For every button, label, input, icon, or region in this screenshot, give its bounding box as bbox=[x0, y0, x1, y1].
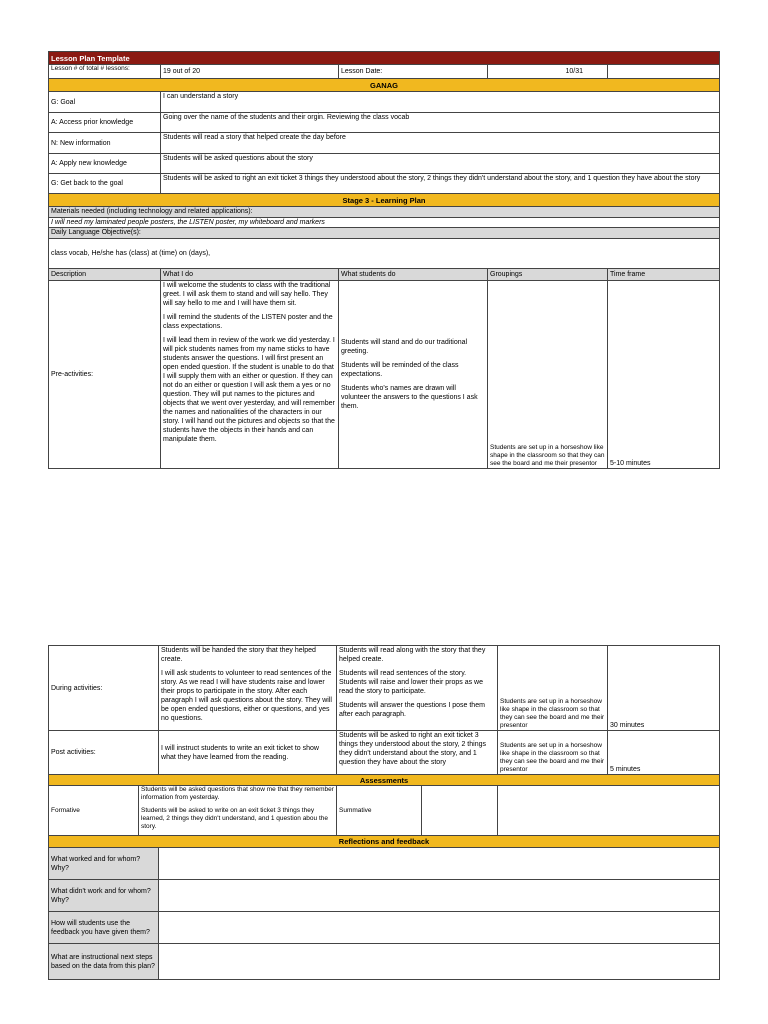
materials-value: I will need my laminated people posters, the LISTEN poster, my whiteboard and markers bbox=[49, 218, 720, 228]
formative-p1: Students will be asked questions that show me that they remember information from yesterday. bbox=[141, 786, 334, 801]
lesson-plan-table-bottom bbox=[48, 645, 720, 980]
reflection-question-1: What worked and for whom? Why? bbox=[49, 848, 159, 880]
during-students-p3: Students will answer the questions I pose them after each paragraph. bbox=[339, 702, 485, 718]
reflection-question-2: What didn't work and for whom? Why? bbox=[49, 880, 159, 912]
summative-value-1 bbox=[422, 786, 498, 836]
reflection-answer-3 bbox=[159, 912, 720, 944]
page-1 bbox=[0, 51, 768, 469]
dlo-label: Daily Language Objective(s): bbox=[49, 228, 720, 239]
ganag-heading: GANAG bbox=[49, 79, 720, 92]
pre-students-cell bbox=[339, 281, 488, 469]
ganag-new-info-label: N: New information bbox=[49, 133, 161, 154]
ganag-access-value: Going over the name of the students and their orgin. Reviewing the class vocab bbox=[161, 113, 720, 133]
pre-teacher-p2: I will remind the students of the LISTEN poster and the class expectations. bbox=[163, 314, 333, 330]
ganag-goal-value: I can understand a story bbox=[161, 92, 720, 113]
reflection-answer-4 bbox=[159, 944, 720, 980]
column-header-what-i-do: What I do bbox=[161, 269, 339, 281]
reflection-question-4: What are instructional next steps based on the data from this plan? bbox=[49, 944, 159, 980]
during-students-cell bbox=[337, 646, 498, 731]
page-2 bbox=[0, 645, 768, 980]
lesson-plan-table-top bbox=[48, 51, 720, 469]
assessments-heading: Assessments bbox=[49, 775, 720, 786]
ganag-goal-label: G: Goal bbox=[49, 92, 161, 113]
pre-students-p2: Students will be reminded of the class expectations. bbox=[341, 362, 459, 378]
pre-teacher-p3: I will lead them in review of the work we did yesterday. I will pick students names from my name sticks to have students answer the questions. I will first present an open ended question. If the student is unable to do that I will supply them with an either or question. If they can not do an either or question I will ask them a yes or no question. They will put names to the pictures and objects that we went over yesterday, and will remember the names and nationalities of the characters in our story. I will hand out the pictures and objects so that the students have the objects in their hands and can manipulate them. bbox=[163, 337, 335, 443]
ganag-access-label: A: Access prior knowledge bbox=[49, 113, 161, 133]
post-activities-row bbox=[49, 731, 720, 775]
pre-students-p3: Students who's names are drawn will volunteer the answers to the questions I ask them. bbox=[341, 385, 478, 410]
reflection-answer-1 bbox=[159, 848, 720, 880]
column-header-groupings: Groupings bbox=[488, 269, 608, 281]
ganag-back-label: G: Get back to the goal bbox=[49, 174, 161, 194]
ganag-new-info-value: Students will read a story that helped create the day before bbox=[161, 133, 720, 154]
reflection-answer-2 bbox=[159, 880, 720, 912]
during-groupings: Students are set up in a horseshow like shape in the classroom so that they can see the board and me their presentor bbox=[498, 646, 608, 731]
column-header-what-students-do: What students do bbox=[339, 269, 488, 281]
post-activities-label: Post activities: bbox=[49, 731, 159, 775]
stage3-heading: Stage 3 - Learning Plan bbox=[49, 194, 720, 207]
summative-label: Summative bbox=[337, 786, 422, 836]
lesson-date-label: Lesson Date: bbox=[339, 65, 424, 79]
during-teacher-p2: I will ask students to volunteer to read sentences of the story. As we read I will have students raise and lower their props to participate in the story. After each paragraph I will ask questions about the story. They will be open ended questions, either or questions, and yes no questions. bbox=[161, 670, 332, 722]
column-header-time-frame: Time frame bbox=[608, 269, 720, 281]
during-time-frame: 30 minutes bbox=[608, 646, 720, 731]
assessments-row bbox=[49, 786, 720, 836]
during-students-p2: Students will read sentences of the story. Students will raise and lower their props as we read the story to participate. bbox=[339, 670, 483, 695]
pre-activities-label: Pre-activities: bbox=[49, 281, 161, 469]
formative-label: Formative bbox=[49, 786, 139, 836]
template-title: Lesson Plan Template bbox=[49, 52, 720, 65]
pre-teacher-p1: I will welcome the students to class with the traditional greet. I will ask them to stand and will say hello. They will say hello to me and I will have them sit. bbox=[163, 282, 331, 307]
during-activities-label: During activities: bbox=[49, 646, 159, 731]
during-teacher-p1: Students will be handed the story that they helped create. bbox=[161, 647, 316, 663]
during-students-p1: Students will read along with the story that they helped create. bbox=[339, 647, 486, 663]
post-students-cell: Students will be asked to right an exit ticket 3 things they understood about the story, 2 things they didn't understand about the story, and 1 question they have about the story bbox=[337, 731, 498, 775]
reflection-question-3: How will students use the feedback you have given them? bbox=[49, 912, 159, 944]
during-teacher-cell bbox=[159, 646, 337, 731]
dlo-value: class vocab, He/she has (class) at (time) on (days), bbox=[49, 239, 720, 269]
ganag-back-value: Students will be asked to right an exit ticket 3 things they understood about the story, 2 things they didn't understand about the story, and 1 question they have about the story bbox=[161, 174, 720, 194]
formative-p2: Students will be asked to write on an exit ticket 3 things they learned, 2 things they didn't understand, and 1 question abou the story. bbox=[141, 807, 328, 830]
ganag-apply-value: Students will be asked questions about the story bbox=[161, 154, 720, 174]
materials-label: Materials needed (including technology and related applications): bbox=[49, 207, 720, 218]
summative-value-2 bbox=[498, 786, 720, 836]
pre-time-frame: 5-10 minutes bbox=[608, 281, 720, 469]
lesson-number-label: Lesson # of total # lessons: bbox=[49, 65, 161, 79]
during-activities-row bbox=[49, 646, 720, 731]
reflections-heading: Reflections and feedback bbox=[49, 836, 720, 848]
post-teacher-cell: I will instruct students to write an exit ticket to show what they have learned from the reading. bbox=[159, 731, 337, 775]
post-time-frame: 5 minutes bbox=[608, 731, 720, 775]
post-groupings: Students are set up in a horseshow like shape in the classroom so that they can see the board and me their presentor bbox=[498, 731, 608, 775]
pre-teacher-cell bbox=[161, 281, 339, 469]
lesson-number-value: 19 out of 20 bbox=[161, 65, 339, 79]
column-header-description: Description bbox=[49, 269, 161, 281]
formative-cell bbox=[139, 786, 337, 836]
pre-students-p1: Students will stand and do our traditional greeting. bbox=[341, 339, 468, 355]
ganag-apply-label: A: Apply new knowledge bbox=[49, 154, 161, 174]
pre-activities-row bbox=[49, 281, 720, 469]
pre-groupings: Students are set up in a horseshow like shape in the classroom so that they can see the board and me their presentor bbox=[488, 281, 608, 469]
lesson-date-value: 10/31 bbox=[488, 65, 608, 79]
